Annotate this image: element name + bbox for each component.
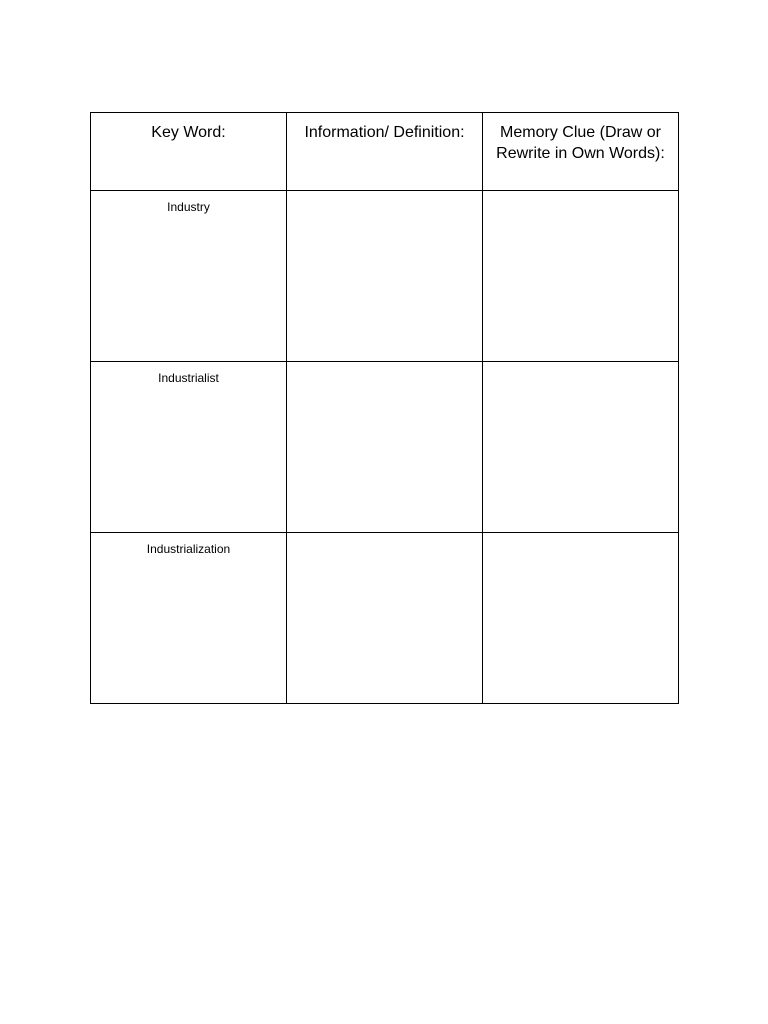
table-header-row <box>91 113 679 191</box>
information-cell[interactable] <box>287 533 483 704</box>
memory-clue-cell[interactable] <box>483 533 679 704</box>
header-memory-clue <box>483 113 679 191</box>
header-information-label: Information/ Definition: <box>304 124 465 141</box>
header-key-word <box>91 113 287 191</box>
key-word-cell: Industrialist <box>91 362 287 533</box>
memory-clue-cell[interactable] <box>483 191 679 362</box>
memory-clue-cell[interactable] <box>483 362 679 533</box>
header-information <box>287 113 483 191</box>
table-row <box>91 362 679 533</box>
key-word-cell: Industry <box>91 191 287 362</box>
key-word-cell: Industrialization <box>91 533 287 704</box>
information-cell[interactable] <box>287 362 483 533</box>
table-row <box>91 191 679 362</box>
table-row <box>91 533 679 704</box>
key-word-table <box>90 112 679 704</box>
header-memory-clue-label: Memory Clue (Draw or Rewrite in Own Words): <box>496 124 665 162</box>
information-cell[interactable] <box>287 191 483 362</box>
header-key-word-label: Key Word: <box>151 124 226 141</box>
